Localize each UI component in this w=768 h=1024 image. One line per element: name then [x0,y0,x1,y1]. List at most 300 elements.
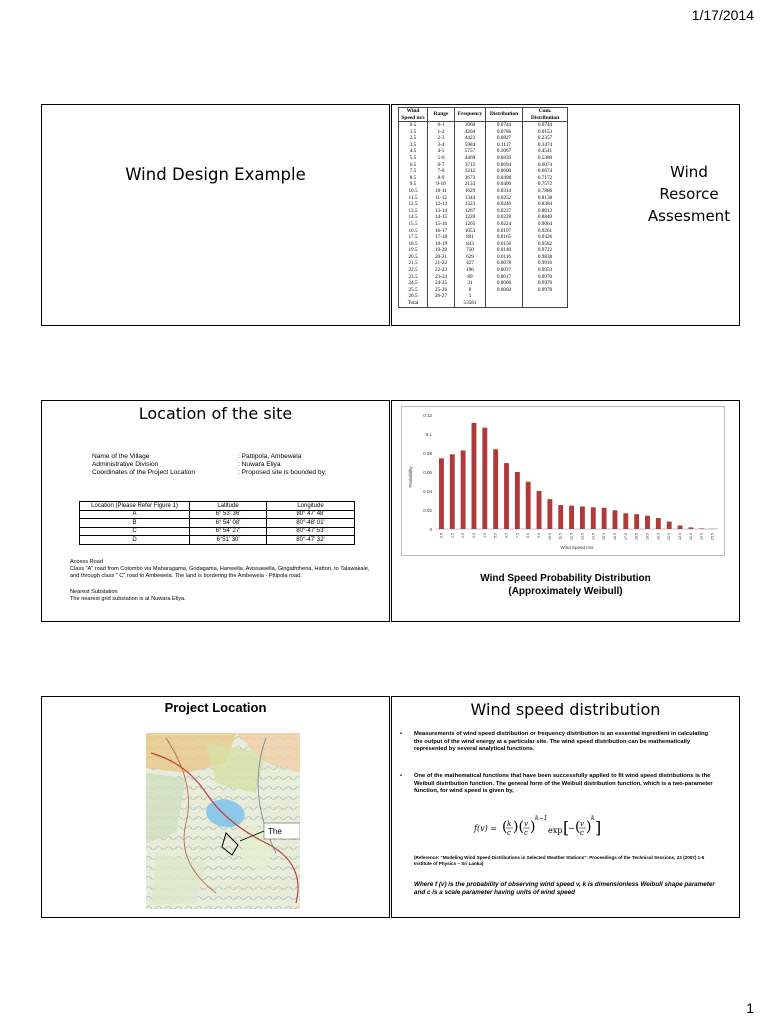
table-cell: 0.9916 [523,260,568,267]
table-cell: 24-25 [428,280,455,287]
info-line [92,469,327,477]
chart-bar [656,518,661,529]
chart-bar [482,428,487,529]
table-row [399,129,568,136]
table-cell: 843 [455,241,486,248]
x-tick-label: 23.5 [688,533,693,540]
table-cell: 21-22 [428,260,455,267]
table-cell [428,300,455,307]
table-cell: 5-6 [428,155,455,162]
table-cell [523,293,568,300]
table-cell: B [80,519,190,528]
table-row [399,228,568,235]
table-cell: 4204 [455,129,486,136]
info-label: Name of the Village [92,453,150,460]
table-cell: 0.0314 [486,188,523,195]
table-cell: 4423 [455,135,486,142]
table-cell: 1629 [455,188,486,195]
table-cell: 0.8840 [523,214,568,221]
table-cell: 3712 [455,162,486,169]
slide-location-of-site [41,400,390,622]
table-cell: 15-16 [428,221,455,228]
svg-text:f(v) =: f(v) = [474,824,497,833]
table-row [399,135,568,142]
table-cell [486,293,523,300]
table-cell: 23-24 [428,274,455,281]
chart-bar [439,458,444,529]
page-number: 1 [746,1000,754,1016]
chart-bar [667,522,672,529]
side-title-line: Assesment [647,207,731,225]
table-cell: 0.5 [399,122,428,129]
table-cell: 0.4541 [523,148,568,155]
table-cell: 80°-47' 53' [267,527,355,536]
bullet-text: One of the mathematical functions that have been successfully applied to fit wind speed distributions is the Weibull distribution function. The general form of the Weibull distribution function, which is a two-parameter function, for wind speed is given by, [414,773,713,795]
table-row [399,293,568,300]
table-cell: 0.6074 [523,162,568,169]
weibull-formula-image [472,811,602,845]
table-cell: 0.0400 [486,181,523,188]
formula-explanation: Where f (v) is the probability of observing wind speed v, k is dimensionless Weibull shape parameter and c is a scale parameter having units of wind speed [414,881,715,896]
table-row [399,260,568,267]
bullet-item [400,731,716,754]
table-cell: 0.7572 [523,181,568,188]
table-row [399,241,568,248]
table-cell: 8-9 [428,175,455,182]
map-label: The [268,827,282,836]
x-tick-label: 21.5 [667,533,672,540]
table-cell: 0.0165 [486,234,523,241]
access-road-text: Class "A" road from Colombo via Maharagama, Godagama, Hanwella, Avissawella, Gingaththena, Hatton, to Talawakale, and through class " C" road to Ambewela. The land is bordering the Ambewela - Pttipola road. [70,566,370,580]
table-cell: 0.0246 [486,201,523,208]
table-cell: 1220 [455,214,486,221]
svg-text:(: ( [502,819,508,835]
chart-bar [591,507,596,529]
table-cell: 0.0140 [486,247,523,254]
y-tick-label: 0.06 [423,470,432,475]
table-row [80,510,355,519]
table-cell: 0.0002 [486,287,523,294]
info-label: Coordinates of the Project Location [92,469,195,476]
svg-text:v: v [524,820,528,828]
table-cell: 26.5 [399,293,428,300]
table-cell: 1323 [455,201,486,208]
reference-note: (Reference: "Modeling Wind Speed Distributions in Selected Weather Stations": Proceedings of the Technical Sessions, 23 (2007) 1-6 Institute of Physics – Sri Lanka) [414,855,705,866]
svg-text:k: k [507,820,512,828]
x-tick-label: 3.5 [471,533,476,538]
x-tick-label: 10.5 [547,533,552,540]
table-row [399,181,568,188]
slide-title: Wind speed distribution [470,700,661,719]
slide-wind-design-example [41,104,390,326]
table-cell: 6°51' 30' [190,536,267,545]
svg-text:)(: )( [513,819,524,835]
table-cell: 31 [455,280,486,287]
x-tick-label: 12.5 [569,533,574,540]
table-cell: 6-7 [428,162,455,169]
table-cell: 1 [455,293,486,300]
x-tick-label: 8.5 [526,533,531,538]
info-value: : Nuwara Eliya [238,461,281,468]
y-tick-label: 0 [429,527,432,532]
table-cell: 10-11 [428,188,455,195]
y-tick-label: 0.12 [423,413,432,418]
table-header: Cum. Distribution [523,108,568,122]
x-tick-label: 13.5 [580,533,585,540]
substation-text: The nearest grid substation is at Nuwara Eliya. [70,596,186,603]
table-cell: 0.9838 [523,254,568,261]
table-cell: 2-3 [428,135,455,142]
slide-title: Project Location [164,700,267,715]
table-cell: 0.0197 [486,228,523,235]
chart-bar [504,463,509,529]
table-cell: 0.0744 [486,122,523,129]
table-header: Distribution [486,108,523,122]
table-cell: D [80,536,190,545]
x-tick-label: 20.5 [656,533,661,540]
table-cell: 17-18 [428,234,455,241]
table-cell: 5757 [455,148,486,155]
table-cell: 8.5 [399,175,428,182]
table-cell: 25-26 [428,287,455,294]
page-date: 1/17/2014 [691,7,754,23]
table-cell: 0-1 [428,122,455,129]
table-cell: 7.5 [399,168,428,175]
svg-text:[: [ [563,818,570,837]
table-header: Longitude [267,502,355,511]
table-cell: 891 [455,234,486,241]
table-cell: 0.0744 [523,122,568,129]
table-cell: 19-20 [428,247,455,254]
x-tick-label: 1.5 [450,533,455,538]
table-cell: 1205 [455,221,486,228]
table-cell: 19.5 [399,247,428,254]
x-tick-label: 5.5 [493,533,498,538]
table-cell: 0.9582 [523,241,568,248]
table-cell: 1267 [455,208,486,215]
svg-text:v: v [580,820,584,828]
y-tick-label: 0.1 [425,432,432,437]
chart-bar [699,528,704,529]
table-cell: 15.5 [399,221,428,228]
table-cell: 629 [455,254,486,261]
table-cell: 196 [455,267,486,274]
x-tick-label: 16.5 [612,533,617,540]
table-row [399,247,568,254]
table-cell: 0.0006 [486,280,523,287]
table-cell: 20-21 [428,254,455,261]
chart-bar [645,516,650,529]
chart-bar [688,527,693,529]
table-cell: 18.5 [399,241,428,248]
chart-bar [678,525,683,529]
table-row [399,274,568,281]
x-tick-label: 24.5 [699,533,704,540]
table-row [399,195,568,202]
y-tick-label: 0.04 [423,489,432,494]
slide-wind-speed-distribution [391,696,740,918]
x-tick-label: 2.5 [461,533,466,538]
table-row [399,254,568,261]
x-tick-label: 19.5 [645,533,650,540]
table-cell: 10.5 [399,188,428,195]
wind-frequency-table [398,107,568,308]
table-row [399,175,568,182]
table-cell: 0.0078 [486,260,523,267]
table-cell: 6.5 [399,162,428,169]
table-cell: 0.3474 [523,142,568,149]
chart-bar [450,454,455,529]
table-header: Range [428,108,455,122]
x-axis-label: Wind Speed m/s [560,545,594,550]
chart-caption [392,573,739,598]
table-cell: 0.0252 [486,195,523,202]
svg-text:): ) [586,819,592,835]
table-cell: Total [399,300,428,307]
table-cell [523,300,568,307]
substation-section [70,589,380,603]
table-cell: 2673 [455,175,486,182]
table-cell: 2133 [455,181,486,188]
bullet-icon: • [400,773,403,779]
svg-text:k−1: k−1 [535,815,548,822]
table-cell: 3.5 [399,142,428,149]
table-row [399,208,568,215]
table-row [399,155,568,162]
table-row [399,221,568,228]
table-cell: 9-10 [428,181,455,188]
table-cell: 0.0116 [486,254,523,261]
table-cell: 22-23 [428,267,455,274]
table-row [399,201,568,208]
table-row [399,148,568,155]
table-cell: 3212 [455,168,486,175]
table-row [399,188,568,195]
table-cell: 0.9976 [523,280,568,287]
y-tick-label: 0.08 [423,451,432,456]
chart-bar [461,450,466,529]
x-tick-label: 14.5 [591,533,596,540]
svg-text:c: c [524,829,528,837]
table-cell: 0.0694 [486,162,523,169]
table-row [399,162,568,169]
chart-bar [493,449,498,529]
chart-bar [526,482,531,529]
table-cell: 14-15 [428,214,455,221]
table-cell: 2.5 [399,135,428,142]
caption-line: (Approximately Weibull) [508,585,623,597]
table-cell: 0.7172 [523,175,568,182]
table-header: Location (Please Refer Figure 1) [80,502,190,511]
table-cell: 0.0156 [486,241,523,248]
table-row [399,280,568,287]
chart-bar [602,508,607,529]
table-cell: 0.1067 [486,148,523,155]
table-row [399,142,568,149]
table-cell: 1053 [455,228,486,235]
table-row [80,536,355,545]
table-cell: 0.0600 [486,168,523,175]
bullet-icon: • [400,731,403,737]
table-cell: 80°-48' 01' [267,519,355,528]
access-road-heading: Access Road [70,559,103,565]
topographic-map-image [146,733,300,909]
table-cell: 1344 [455,195,486,202]
table-cell: 26-27 [428,293,455,300]
chart-frame [401,406,725,556]
table-cell: 25.5 [399,287,428,294]
table-row [399,300,568,307]
table-row [399,168,568,175]
table-cell: 0.0017 [486,274,523,281]
info-line [92,453,301,461]
slide-wind-resource-assessment [391,104,740,326]
table-row [399,214,568,221]
table-cell: 1.5 [399,129,428,136]
x-tick-label: 11.5 [558,533,563,540]
chart-bar [537,491,542,529]
x-tick-label: 0.5 [439,533,444,538]
table-cell: 11-12 [428,195,455,202]
table-cell: 53581 [455,300,486,307]
table-cell: 6° 54' 27' [190,527,267,536]
chart-bar [569,506,574,529]
table-cell: 427 [455,260,486,267]
info-line [92,461,281,469]
chart-bar [623,513,628,529]
table-header-row [80,502,355,511]
table-cell: 21.5 [399,260,428,267]
chart-bar [580,506,585,529]
svg-text:−: − [568,824,575,833]
table-cell: 4.5 [399,148,428,155]
slide-title: Wind Design Example [125,165,306,184]
table-header: Latitude [190,502,267,511]
y-axis-label: Probability [408,466,413,488]
table-cell: 0.8138 [523,195,568,202]
table-cell: 4469 [455,155,486,162]
table-cell: 6° 53' 36' [190,510,267,519]
table-cell: 80° 47' 48' [267,510,355,519]
x-tick-label: 7.5 [515,533,520,538]
table-cell: 0.1117 [486,142,523,149]
x-tick-label: 6.5 [504,533,509,538]
table-cell: 0.0224 [486,221,523,228]
info-value: : Proposed site is bounded by; [238,469,327,476]
x-tick-label: 15.5 [602,533,607,540]
x-tick-label: 25.5 [710,533,715,540]
table-row [80,519,355,528]
svg-text:c: c [507,829,511,837]
table-cell: 0.9970 [523,274,568,281]
table-cell: 11.5 [399,195,428,202]
slide-side-title [643,161,735,227]
table-cell: 0.9978 [523,287,568,294]
access-road-section [70,559,380,581]
table-cell: 0.0498 [486,175,523,182]
table-cell: 0.9064 [523,221,568,228]
side-title-line: Resorce [659,185,719,203]
table-cell: 16-17 [428,228,455,235]
table-cell: 0.8384 [523,201,568,208]
table-header: Frequency [455,108,486,122]
table-cell: 9.5 [399,181,428,188]
table-cell: 0.0827 [486,135,523,142]
table-cell: 0.8612 [523,208,568,215]
table-cell: 0.9953 [523,267,568,274]
x-tick-label: 9.5 [537,533,542,538]
table-row [399,267,568,274]
bullet-item [400,773,716,796]
table-cell: 4-5 [428,148,455,155]
svg-text:): ) [530,819,536,835]
table-cell: 18-19 [428,241,455,248]
table-cell: 0.6674 [523,168,568,175]
x-tick-label: 17.5 [623,533,628,540]
table-cell: 0.9722 [523,247,568,254]
table-cell: 5.5 [399,155,428,162]
table-cell: 23.5 [399,274,428,281]
bullet-text: Measurements of wind speed distribution or frequency distribution is an essential ingredient in calculating the output of the wind energy at a particular site. The wind speed distribution can be mathematically represented by several analytical functions. [414,731,709,753]
table-cell: 6° 54' 08' [190,519,267,528]
svg-text:k: k [591,815,595,822]
table-header-row [399,108,568,122]
table-row [399,287,568,294]
table-cell: 80°-47' 32' [267,536,355,545]
svg-text:exp: exp [548,826,563,835]
y-tick-label: 0.02 [423,508,432,513]
table-cell: 3-4 [428,142,455,149]
slide-project-location [41,696,390,918]
table-cell: 0.7886 [523,188,568,195]
table-cell: 750 [455,247,486,254]
table-cell: 13-14 [428,208,455,215]
table-cell: 0.0786 [486,129,523,136]
table-row [80,527,355,536]
chart-bar [634,514,639,529]
chart-bar [515,472,520,529]
table-header: Wind Speed m/s [399,108,428,122]
table-cell: 0.5380 [523,155,568,162]
slide-title: Location of the site [138,404,293,423]
chart-bar [558,505,563,529]
svg-text:]: ] [595,818,602,837]
table-cell: 20.5 [399,254,428,261]
svg-text:(: ( [575,819,581,835]
table-cell: 12.5 [399,201,428,208]
table-cell: 12-13 [428,201,455,208]
table-cell: 0.9426 [523,234,568,241]
info-label: Administrative Division [92,461,159,468]
info-value: : Pattipola, Ambewela [238,453,302,460]
table-cell: 3960 [455,122,486,129]
table-cell: 89 [455,274,486,281]
table-cell [486,300,523,307]
x-tick-label: 22.5 [678,533,683,540]
probability-bar-chart [402,407,724,555]
table-cell: 0.0037 [486,267,523,274]
table-cell: 0.0237 [486,208,523,215]
table-cell: A [80,510,190,519]
caption-line: Wind Speed Probability Distribution [480,573,651,584]
table-cell: 5984 [455,142,486,149]
table-cell: 8 [455,287,486,294]
chart-bar [613,510,618,529]
table-cell: 1-2 [428,129,455,136]
table-cell: 13.5 [399,208,428,215]
substation-heading: Nearest Substation [70,589,118,595]
table-cell: 0.0839 [486,155,523,162]
